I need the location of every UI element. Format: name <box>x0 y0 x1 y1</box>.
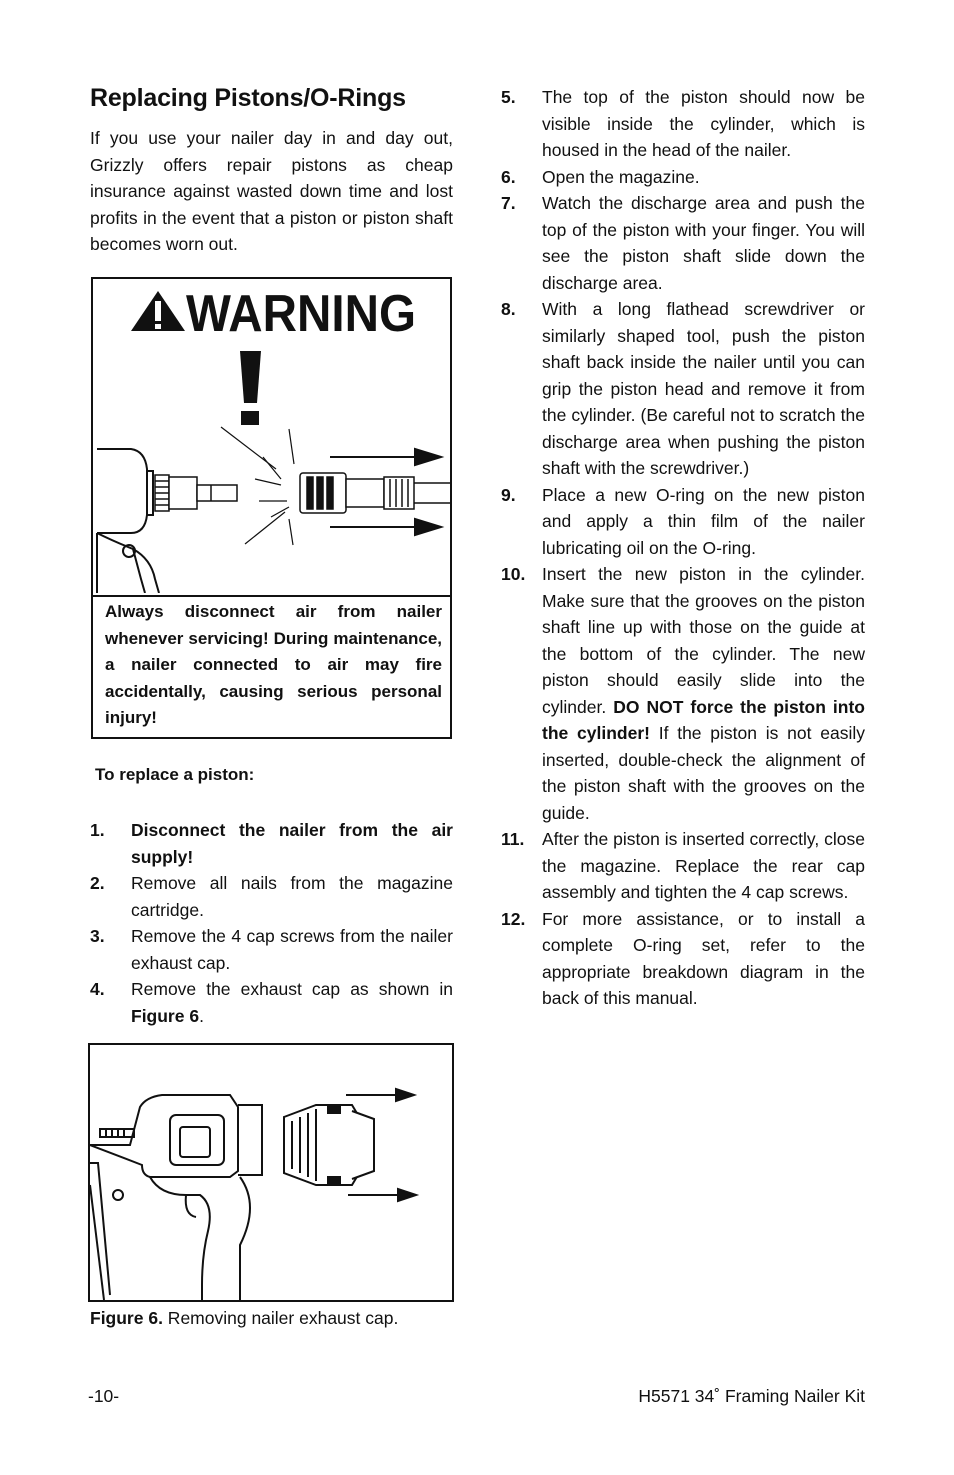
step-number: 11. <box>501 829 525 849</box>
step-number: 6. <box>501 166 516 187</box>
right-step-list <box>501 84 865 1012</box>
step-number: 1. <box>90 820 105 840</box>
figure-6-illustration <box>88 1043 454 1302</box>
step-text: For more assistance, or to install a complete O-ring set, refer to the appropriate breakdown diagram in the back of this manual. <box>542 908 865 1008</box>
step-number: 9. <box>501 484 516 505</box>
left-column <box>90 84 453 258</box>
step-text: Remove the exhaust cap as shown in <box>131 979 453 999</box>
intro-paragraph: If you use your nailer day in and day out, Grizzly offers repair pistons as cheap insurance against wasted down time and lost profits in the event that a piston or piston shaft becomes worn out. <box>90 128 453 254</box>
step-number: 10. <box>501 564 526 584</box>
air-coupler-icon <box>300 473 450 513</box>
step-text: Remove all nails from the magazine cartridge. <box>131 873 453 920</box>
page-number: -10- <box>88 1386 120 1406</box>
left-step-list <box>90 817 453 1029</box>
step-item <box>501 826 865 906</box>
step-text: Open the magazine. <box>542 166 700 187</box>
figure-label: Figure 6. <box>90 1308 163 1328</box>
step-number: 7. <box>501 193 516 213</box>
step-item <box>90 976 453 1029</box>
step-text: With a long flathead screwdriver or similarly shaped tool, push the piston shaft back inside the nailer until you can grip the piston head and remove it from the cylinder. (Be careful not to scratch the discharge area when pushing the piston shaft with the screwdriver.) <box>542 299 865 478</box>
step-text: Insert the new piston in the cylinder. Make sure that the grooves on the piston shaft line up with those on the guide at the bottom of the cylinder. The new piston should easily slide into the cylinder. <box>542 564 865 717</box>
step-warning-text: DO NOT force the piston into the cylinder! <box>542 696 865 743</box>
nailer-body-icon <box>97 449 159 593</box>
step-item <box>90 870 453 923</box>
step-text: Watch the discharge area and push the top of the piston with your finger. You will see the piston shaft slide down the discharge area. <box>542 193 865 293</box>
step-text: After the piston is inserted correctly, close the magazine. Replace the rear cap assembly and tighten the 4 cap screws. <box>542 829 865 902</box>
step-text: The top of the piston should now be visible inside the cylinder, which is housed in the head of the nailer. <box>542 87 865 160</box>
step-item <box>501 190 865 296</box>
step-number: 3. <box>90 926 105 946</box>
exhaust-cap-icon <box>284 1105 374 1185</box>
step-number: 4. <box>90 979 105 999</box>
nailer-tool-icon <box>90 1095 262 1300</box>
step-text: Disconnect the nailer from the air supply! <box>131 820 453 867</box>
step-text-end: . <box>199 1005 204 1026</box>
step-text-end: If the piston is not easily inserted, double-check the alignment of the piston shaft with the grooves on the guide. <box>542 723 865 823</box>
exclamation-icon <box>240 351 261 425</box>
step-item <box>501 482 865 562</box>
warning-text: Always disconnect air from nailer whenever servicing! During maintenance, a nailer connected to air may fire accidentally, causing serious personal injury! <box>105 602 442 727</box>
figure-caption <box>90 1308 398 1329</box>
step-number: 12. <box>501 908 526 929</box>
warning-box <box>91 277 452 739</box>
step-item <box>90 817 453 870</box>
step-item <box>501 561 865 826</box>
step-item <box>501 296 865 482</box>
step-text: Place a new O-ring on the new piston and apply a thin film of the nailer lubricating oil on the O-ring. <box>542 484 865 558</box>
warning-triangle-icon <box>131 291 185 331</box>
section-title: Replacing Pistons/O-Rings <box>90 84 406 112</box>
step-number: 2. <box>90 873 105 893</box>
step-number: 8. <box>501 299 516 319</box>
figure-caption-text: Removing nailer exhaust cap. <box>162 1308 399 1328</box>
step-item <box>90 923 453 976</box>
procedure-subhead: To replace a piston: <box>95 765 255 784</box>
warning-heading: WARNING <box>186 285 416 343</box>
step-number: 5. <box>501 87 516 107</box>
figure-reference: Figure 6 <box>131 1005 200 1026</box>
air-fitting-icon <box>155 475 237 511</box>
step-item <box>501 906 865 1012</box>
warning-illustration <box>93 279 450 597</box>
step-item <box>501 164 865 191</box>
footer-model: H5571 34˚ Framing Nailer Kit <box>638 1386 865 1406</box>
step-text: Remove the 4 cap screws from the nailer exhaust cap. <box>131 926 453 973</box>
step-item <box>501 84 865 164</box>
